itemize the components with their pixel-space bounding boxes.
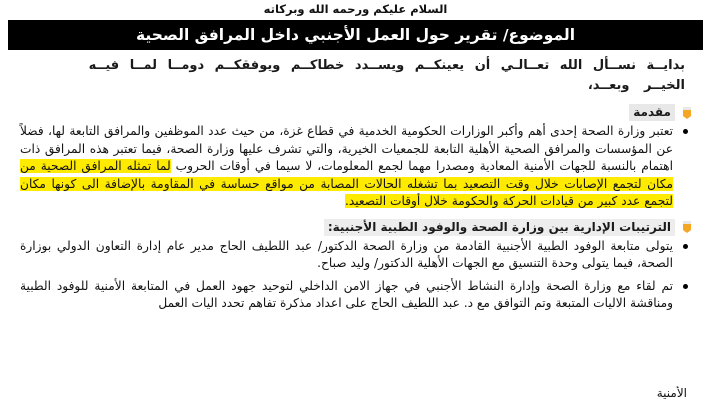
bullet-text: يتولى متابعة الوفود الطبية الأجنبية القادمة من وزارة الصحة الدكتور/ عبد اللطيف الحاج مدير عام إدارة التعاون الدولي بوزارة الصحة، فيما يتولى وحدة التنسيق مع الجهات الأهلية الدكتور/ وليد صباح.: [20, 238, 673, 270]
intro-line-1: بدايــة نســأل الله تعــالـي أن يعينكــم ويســدد خطاكــم ويوفقكــم دومــا لمــا فيــه: [88, 58, 685, 73]
bullet-text-highlighted: لما تمثله المرافق الصحية من مكان لتجمع الإصابات خلال وقت التصعيد بما تشغله الحالات المصابة من مواقع حساسة في المقاومة بالإضافة الى كونها مكان لتجمع عدد كبير من قيادات الحركة والحكومة خلال أوقات التصعيد.: [20, 159, 673, 208]
section-heading-intro: [18, 104, 693, 121]
section-intro-bullets: [20, 123, 689, 211]
pencil-marker-icon: [681, 106, 693, 120]
list-item: [20, 123, 689, 211]
section-heading-admin: [18, 219, 693, 236]
section-admin-bullets: [20, 238, 689, 313]
section-heading-admin-text: الترتيبات الإدارية بين وزارة الصحة والوفود الطبية الأجنبية:: [324, 219, 675, 236]
list-item: [20, 278, 689, 313]
section-heading-intro-text: مقدمة: [629, 104, 675, 121]
greeting-line: السلام عليكم ورحمه الله وبركاته: [263, 2, 448, 16]
subject-banner-text: الموضوع/ تقرير حول العمل الأجنبي داخل المرافق الصحية: [135, 26, 576, 44]
intro-line-2: الخيــر وبعــد،: [587, 78, 685, 93]
cut-off-tail-text: الأمنية: [656, 386, 687, 400]
list-item: [20, 238, 689, 273]
intro-paragraph: [26, 56, 685, 96]
bullet-text: تم لقاء مع وزارة الصحة وإدارة النشاط الأجنبي في جهاز الامن الداخلي لتوحيد جهود العمل في المتابعة الأمنية للوفود الطبية ومناقشة الاليات المتبعة وتم التوافق مع د. عبد اللطيف الحاج على اعداد مذكرة تفاهم تحدد اليات العمل: [20, 278, 673, 310]
subject-banner: [8, 20, 703, 50]
bullet-text-normal: تعتبر وزارة الصحة إحدى أهم وأكبر الوزارات الحكومية الخدمية في قطاع غزة، من حيث عدد الموظفين والمرافق التابعة لها، فضلاً عن المؤسسات والمرافق الصحية الأهلية التابعة للجمعيات الخيرية، والتي تشرف عليها وزارة الصحة، فيما تعتبر هذه المرافق ذات اهتمام بالنسبة للجهات الأمنية المعادية ومصدرا مهما لجمع المعلومات، لا سيما في أوقات الحروب: [20, 124, 673, 173]
pencil-marker-icon: [681, 220, 693, 234]
